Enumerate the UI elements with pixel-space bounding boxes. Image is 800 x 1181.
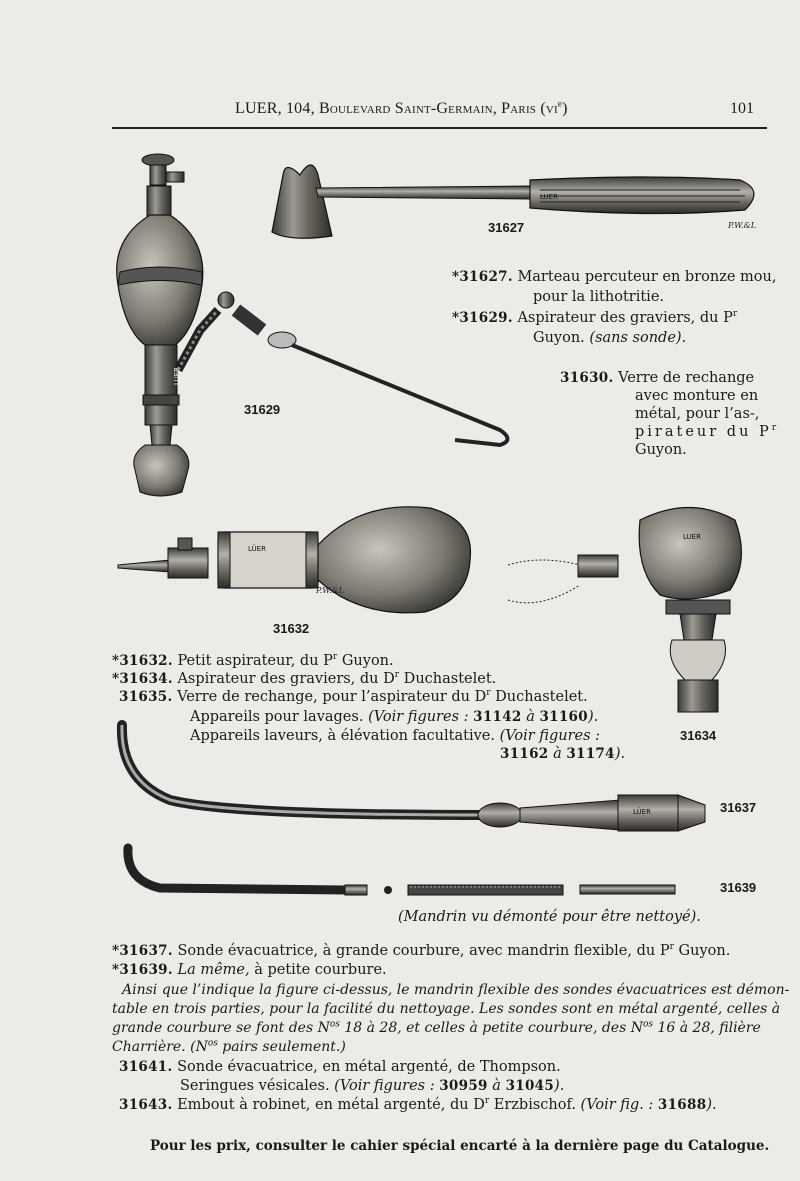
header-sup: e [557,98,563,109]
item-31637: *31637. Sonde évacuatrice, à grande courbure, avec mandrin flexible, du $P^r$ Guyon. [112,942,731,959]
figure-label-31627: 31627 [488,220,525,235]
item-31627-line2: pour la lithotritie. [533,289,665,305]
note-line-2: table en trois parties, pour la facilité du nettoyage. Les sondes sont en métal argenté, celles à [112,1001,781,1017]
figure-label-31629: 31629 [244,402,281,417]
sonde-31639-illustration [128,848,675,895]
laveurs-line: Appareils laveurs, à élévation facultative. (Voir figures : [190,728,601,744]
item-31629: *31629. Aspirateur des graviers, du $P^r$ [452,309,738,326]
item-31630-line2: avec monture en [635,388,759,404]
item-31627: *31627. Marteau percuteur en bronze mou, [452,269,777,285]
figure-label-31637: 31637 [720,800,757,815]
item-31630-line4: pirateur du $P^r$ [635,423,780,440]
item-31632: *31632. Petit aspirateur, du $P^r$ Guyon. [112,652,394,669]
header-close: ) [562,100,568,117]
page-number: 101 [730,100,754,117]
aspirator-31634-illustration [508,508,741,713]
lavages-line: Appareils pour lavages. (Voir figures : 31142 à 31160). [190,709,599,725]
item-31643: 31643. Embout à robinet, en métal argenté, du $D^r$ Erzbischof. (Voir fig. : 31688). [119,1096,717,1113]
aspirator-31632-illustration [118,507,471,613]
mandrin-caption: (Mandrin vu démonté pour être nettoyé). [398,909,701,925]
figure-label-31634: 31634 [680,728,717,743]
seringues-line: Seringues vésicales. (Voir figures : 30959 à 31045). [180,1078,565,1094]
footer-note: Pour les prix, consulter le cahier spécial encarté à la dernière page du Catalogue. [150,1138,770,1154]
header-text: LUER, 104, Boulevard Saint-Germain, Paris (vi [235,100,558,117]
figure-label-31639: 31639 [720,880,757,895]
luer-mark-bulb: LUER [172,367,181,385]
engraver-signature-2: P.W.&L [316,586,345,595]
item-31630-line3: métal, pour l’as-, [635,406,760,422]
luer-mark-31637: LÜER [633,808,651,816]
luer-mark-31634: LUER [683,533,701,541]
item-31630: 31630. Verre de rechange [560,370,755,386]
figure-label-31632: 31632 [273,621,310,636]
item-31634: *31634. Aspirateur des graviers, du $D^r$ Duchastelet. [112,670,497,687]
luer-mark-hammer: LUER [540,193,558,201]
note-line-3: grande courbure se font des $N^{os}$ 18 à 28, et celles à petite courbure, des $N^{os}$ 16 à 28, filière [112,1019,761,1036]
note-line-1: Ainsi que l’indique la figure ci-dessus, le mandrin flexible des sondes évacuatrices est démon- [122,982,790,998]
note-line-4: Charrière. ($N^{os}$ pairs seulement.) [112,1038,346,1055]
item-31641: 31641. Sonde évacuatrice, en métal argenté, de Thompson. [119,1059,561,1075]
item-31635: 31635. Verre de rechange, pour l’aspirateur du $D^r$ Duchastelet. [119,688,588,705]
laveurs-line2: 31162 à 31174). [500,746,626,762]
engraver-signature-1: P.W.&L [728,221,757,230]
item-31630-line5: Guyon. [635,442,687,458]
item-31629-line2: Guyon. (sans sonde). [533,330,687,346]
luer-mark-small: LÜER [248,545,266,553]
item-31639: *31639. La même, à petite courbure. [112,962,387,978]
